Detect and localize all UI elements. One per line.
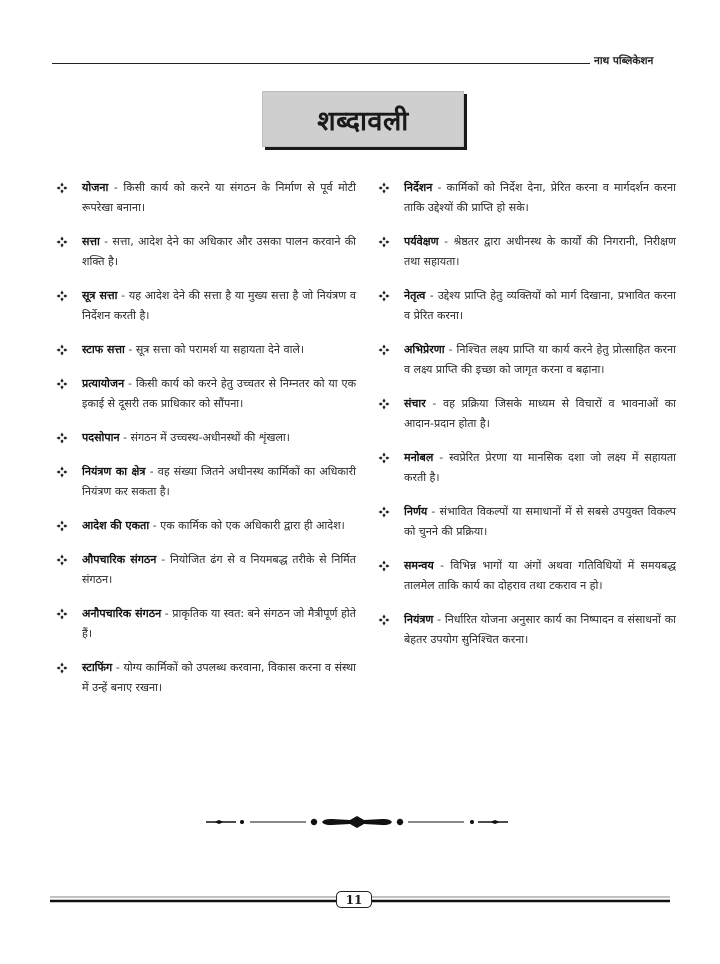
glossary-entry: [56, 428, 356, 448]
term-separator: -: [444, 235, 454, 248]
glossary-definition: सूत्र सत्ता को परामर्श या सहायता देने वाले।: [135, 343, 305, 356]
glossary-entry: [378, 610, 676, 650]
glossary-definition: प्राकृतिक या स्वत: बने संगठन जो मैत्रीपूर्ण होते हैं।: [82, 607, 356, 640]
term-separator: -: [149, 465, 158, 478]
glossary-entry: [378, 448, 676, 488]
glossary-term: सत्ता: [82, 235, 100, 248]
publisher-name: नाथ पब्लिकेशन: [594, 55, 654, 67]
glossary-definition: संभावित विकल्पों या समाधानों में से सबसे उपयुक्त विकल्प को चुनने की प्रक्रिया।: [404, 505, 676, 538]
diamond-bullet-icon: [56, 520, 68, 532]
term-separator: -: [152, 519, 161, 532]
diamond-bullet-icon: [56, 432, 68, 444]
diamond-bullet-icon: [378, 398, 390, 410]
diamond-bullet-icon: [378, 344, 390, 356]
diamond-bullet-icon: [56, 236, 68, 248]
glossary-entry: [56, 232, 356, 272]
glossary-entry: [378, 232, 676, 272]
glossary-entry: [56, 550, 356, 590]
glossary-term: स्टाफिंग: [82, 661, 113, 674]
diamond-bullet-icon: [378, 452, 390, 464]
term-separator: -: [439, 451, 450, 464]
term-separator: -: [121, 289, 129, 302]
term-separator: -: [128, 343, 136, 356]
glossary-term: प्रत्यायोजन: [82, 377, 125, 390]
glossary-term: आदेश की एकता: [82, 519, 150, 532]
term-separator: -: [429, 289, 438, 302]
glossary-definition: वह संख्या जितने अधीनस्थ कार्मिकों का अधिकारी नियंत्रण कर सकता है।: [82, 465, 356, 498]
glossary-entry: [56, 462, 356, 502]
glossary-definition: संगठन में उच्चस्थ-अधीनस्थों की शृंखला।: [130, 431, 290, 444]
glossary-entry: [378, 286, 676, 326]
term-separator: -: [115, 661, 124, 674]
glossary-definition: श्रेष्ठतर द्वारा अधीनस्थ के कार्यों की निगरानी, निरीक्षण तथा सहायता।: [404, 235, 676, 268]
glossary-entry: [56, 516, 356, 536]
term-separator: -: [104, 235, 113, 248]
term-separator: -: [440, 559, 451, 572]
header-rule: [52, 63, 590, 64]
glossary-term: अनौपचारिक संगठन: [82, 607, 162, 620]
glossary-entry: [378, 502, 676, 542]
glossary-definition: योग्य कार्मिकों को उपलब्ध करवाना, विकास करना व संस्था में उन्हें बनाए रखना।: [82, 661, 356, 694]
section-end-ornament-icon: [204, 812, 510, 832]
diamond-bullet-icon: [378, 560, 390, 572]
diamond-bullet-icon: [378, 182, 390, 194]
page-number: 11: [336, 891, 372, 908]
glossary-definition: कार्मिकों को निर्देश देना, प्रेरित करना व मार्गदर्शन करना ताकि उद्देश्यों की प्राप्ति हो सके।: [404, 181, 676, 214]
glossary-definition: नियोजित ढंग से व नियमबद्ध तरीके से निर्मित संगठन।: [82, 553, 357, 586]
glossary-definition: निश्चित लक्ष्य प्राप्ति या कार्य करने हेतु प्रोत्साहित करना व लक्ष्य प्राप्ति की इच्छा को जागृत करना व बढ़ाना।: [404, 343, 676, 376]
glossary-entry: [378, 394, 676, 434]
glossary-entry: [56, 178, 356, 218]
glossary-term: संचार: [404, 397, 426, 410]
glossary-definition: एक कार्मिक को एक अधिकारी द्वारा ही आदेश।: [160, 519, 345, 532]
term-separator: -: [123, 431, 131, 444]
diamond-bullet-icon: [56, 662, 68, 674]
glossary-term: नियंत्रण का क्षेत्र: [82, 465, 146, 478]
glossary-term: औपचारिक संगठन: [82, 553, 157, 566]
glossary-definition: स्वप्रेरित प्रेरणा या मानसिक दशा जो लक्ष्य में सहायता करती है।: [404, 451, 677, 484]
glossary-term: पदसोपान: [82, 431, 120, 444]
diamond-bullet-icon: [378, 236, 390, 248]
glossary-term: निर्देशन: [404, 181, 433, 194]
glossary-entry: [56, 374, 356, 414]
diamond-bullet-icon: [56, 466, 68, 478]
glossary-entry: [378, 556, 676, 596]
glossary-term: मनोबल: [404, 451, 434, 464]
term-separator: -: [437, 181, 447, 194]
term-separator: -: [113, 181, 124, 194]
glossary-entry: [378, 178, 676, 218]
glossary-term: नेतृत्व: [404, 289, 426, 302]
glossary-term: समन्वय: [404, 559, 434, 572]
diamond-bullet-icon: [56, 182, 68, 194]
term-separator: -: [432, 397, 443, 410]
glossary-term: अभिप्रेरणा: [404, 343, 445, 356]
term-separator: -: [437, 613, 445, 626]
glossary-definition: विभिन्न भागों या अंगों अथवा गतिविधियों में समयबद्ध तालमेल ताकि कार्य का दोहराव तथा टकराव न हो।: [404, 559, 677, 592]
glossary-left-column: [56, 178, 356, 712]
glossary-entry: [56, 340, 356, 360]
diamond-bullet-icon: [56, 554, 68, 566]
glossary-entry: [56, 658, 356, 698]
glossary-definition: निर्धारित योजना अनुसार कार्य का निष्पादन व संसाधनों का बेहतर उपयोग सुनिश्चित करना।: [404, 613, 676, 646]
page-title: शब्दावली: [317, 105, 409, 137]
title-box: [262, 91, 464, 147]
glossary-term: निर्णय: [404, 505, 428, 518]
glossary-definition: किसी कार्य को करने हेतु उच्चतर से निम्नतर को या एक इकाई से दूसरी तक प्राधिकार को सौंपना।: [82, 377, 357, 410]
glossary-entry: [378, 340, 676, 380]
glossary-term: सूत्र सत्ता: [82, 289, 118, 302]
glossary-entry: [56, 604, 356, 644]
glossary-entry: [56, 286, 356, 326]
diamond-bullet-icon: [56, 608, 68, 620]
page-footer: [50, 890, 670, 910]
diamond-bullet-icon: [56, 378, 68, 390]
glossary-term: स्टाफ सत्ता: [82, 343, 125, 356]
glossary-definition: यह आदेश देने की सत्ता है या मुख्य सत्ता है जो नियंत्रण व निर्देशन करती है।: [82, 289, 357, 322]
term-separator: -: [164, 607, 173, 620]
glossary-definition: उद्देश्य प्राप्ति हेतु व्यक्तियों को मार्ग दिखाना, प्रभावित करना व प्रेरित करना।: [404, 289, 677, 322]
glossary-definition: वह प्रक्रिया जिसके माध्यम से विचारों व भावनाओं का आदान-प्रदान होता है।: [404, 397, 676, 430]
term-separator: -: [431, 505, 440, 518]
term-separator: -: [448, 343, 457, 356]
diamond-bullet-icon: [56, 344, 68, 356]
diamond-bullet-icon: [378, 506, 390, 518]
glossary-term: पर्यवेक्षण: [404, 235, 439, 248]
diamond-bullet-icon: [378, 290, 390, 302]
glossary-term: योजना: [82, 181, 109, 194]
term-separator: -: [128, 377, 136, 390]
diamond-bullet-icon: [56, 290, 68, 302]
term-separator: -: [161, 553, 170, 566]
glossary-right-column: [378, 178, 676, 664]
glossary-definition: सत्ता, आदेश देने का अधिकार और उसका पालन करवाने की शक्ति है।: [82, 235, 357, 268]
glossary-definition: किसी कार्य को करने या संगठन के निर्माण से पूर्व मोटी रूपरेखा बनाना।: [82, 181, 356, 214]
glossary-term: नियंत्रण: [404, 613, 434, 626]
diamond-bullet-icon: [378, 614, 390, 626]
